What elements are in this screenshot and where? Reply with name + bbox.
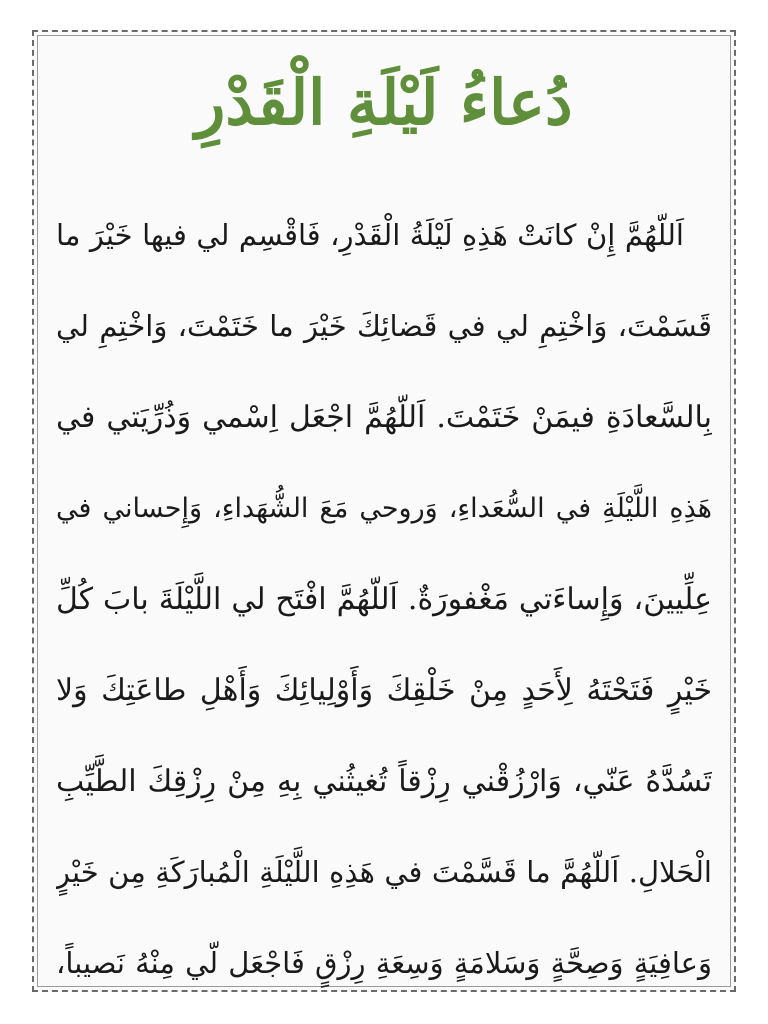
text-line-5: عِلِّيينَ، وَإِساءَتي مَغْفورَةٌ. اَللّهُمَّ افْتَح لي اللَّيْلَةَ بابَ كُلِّ bbox=[56, 582, 712, 617]
text-line-8: الْحَلالِ. اَللّهُمَّ ما قَسَّمْتَ في هَذِهِ اللَّيْلَةِ الْمُبارَكَةِ مِن خَيْرٍ bbox=[56, 855, 712, 889]
page-title: دُعاءُ لَيْلَةِ الْقَدْرِ bbox=[195, 66, 573, 139]
text-line-3: بِالسَّعادَةِ فيمَنْ خَتَمْتَ. اَللّهُمَّ اجْعَل اِسْمي وَذُرِّيَتي في bbox=[56, 400, 712, 435]
supplication-text bbox=[56, 190, 712, 1009]
text-line-4: هَذِهِ اللَّيْلَةِ في السُّعَداءِ، وَروحي مَعَ الشُّهَداءِ، وَإِحساني في bbox=[56, 493, 712, 524]
text-line-1: اَللّهُمَّ إِنْ كانَتْ هَذِهِ لَيْلَةُ الْقَدْرِ، فَاقْسِم لي فيها خَيْرَ ما bbox=[56, 218, 684, 252]
text-line-9: وَعافِيَةٍ وَصِحَّةٍ وَسَلامَةٍ وَسِعَةِ رِزْقٍ فَاجْعَل لّي مِنْهُ نَصيباً، bbox=[56, 946, 712, 980]
text-line-7: تَسُدَّهُ عَنّي، وَارْزُقْني رِزْقاً تُغيثُني بِهِ مِنْ رِزْقِكَ الطَّيِّبِ bbox=[56, 764, 712, 799]
text-line-2: قَسَمْتَ، وَاخْتِمِ لي في قَضائِكَ خَيْرَ ما خَتَمْتَ، وَاخْتِمِ لي bbox=[56, 309, 712, 343]
text-line-6: خَيْرٍ فَتَحْتَهُ لِأَحَدٍ مِنْ خَلْقِكَ وَأَوْلِيائِكَ وَأَهْلِ طاعَتِكَ وَلا bbox=[56, 673, 712, 708]
